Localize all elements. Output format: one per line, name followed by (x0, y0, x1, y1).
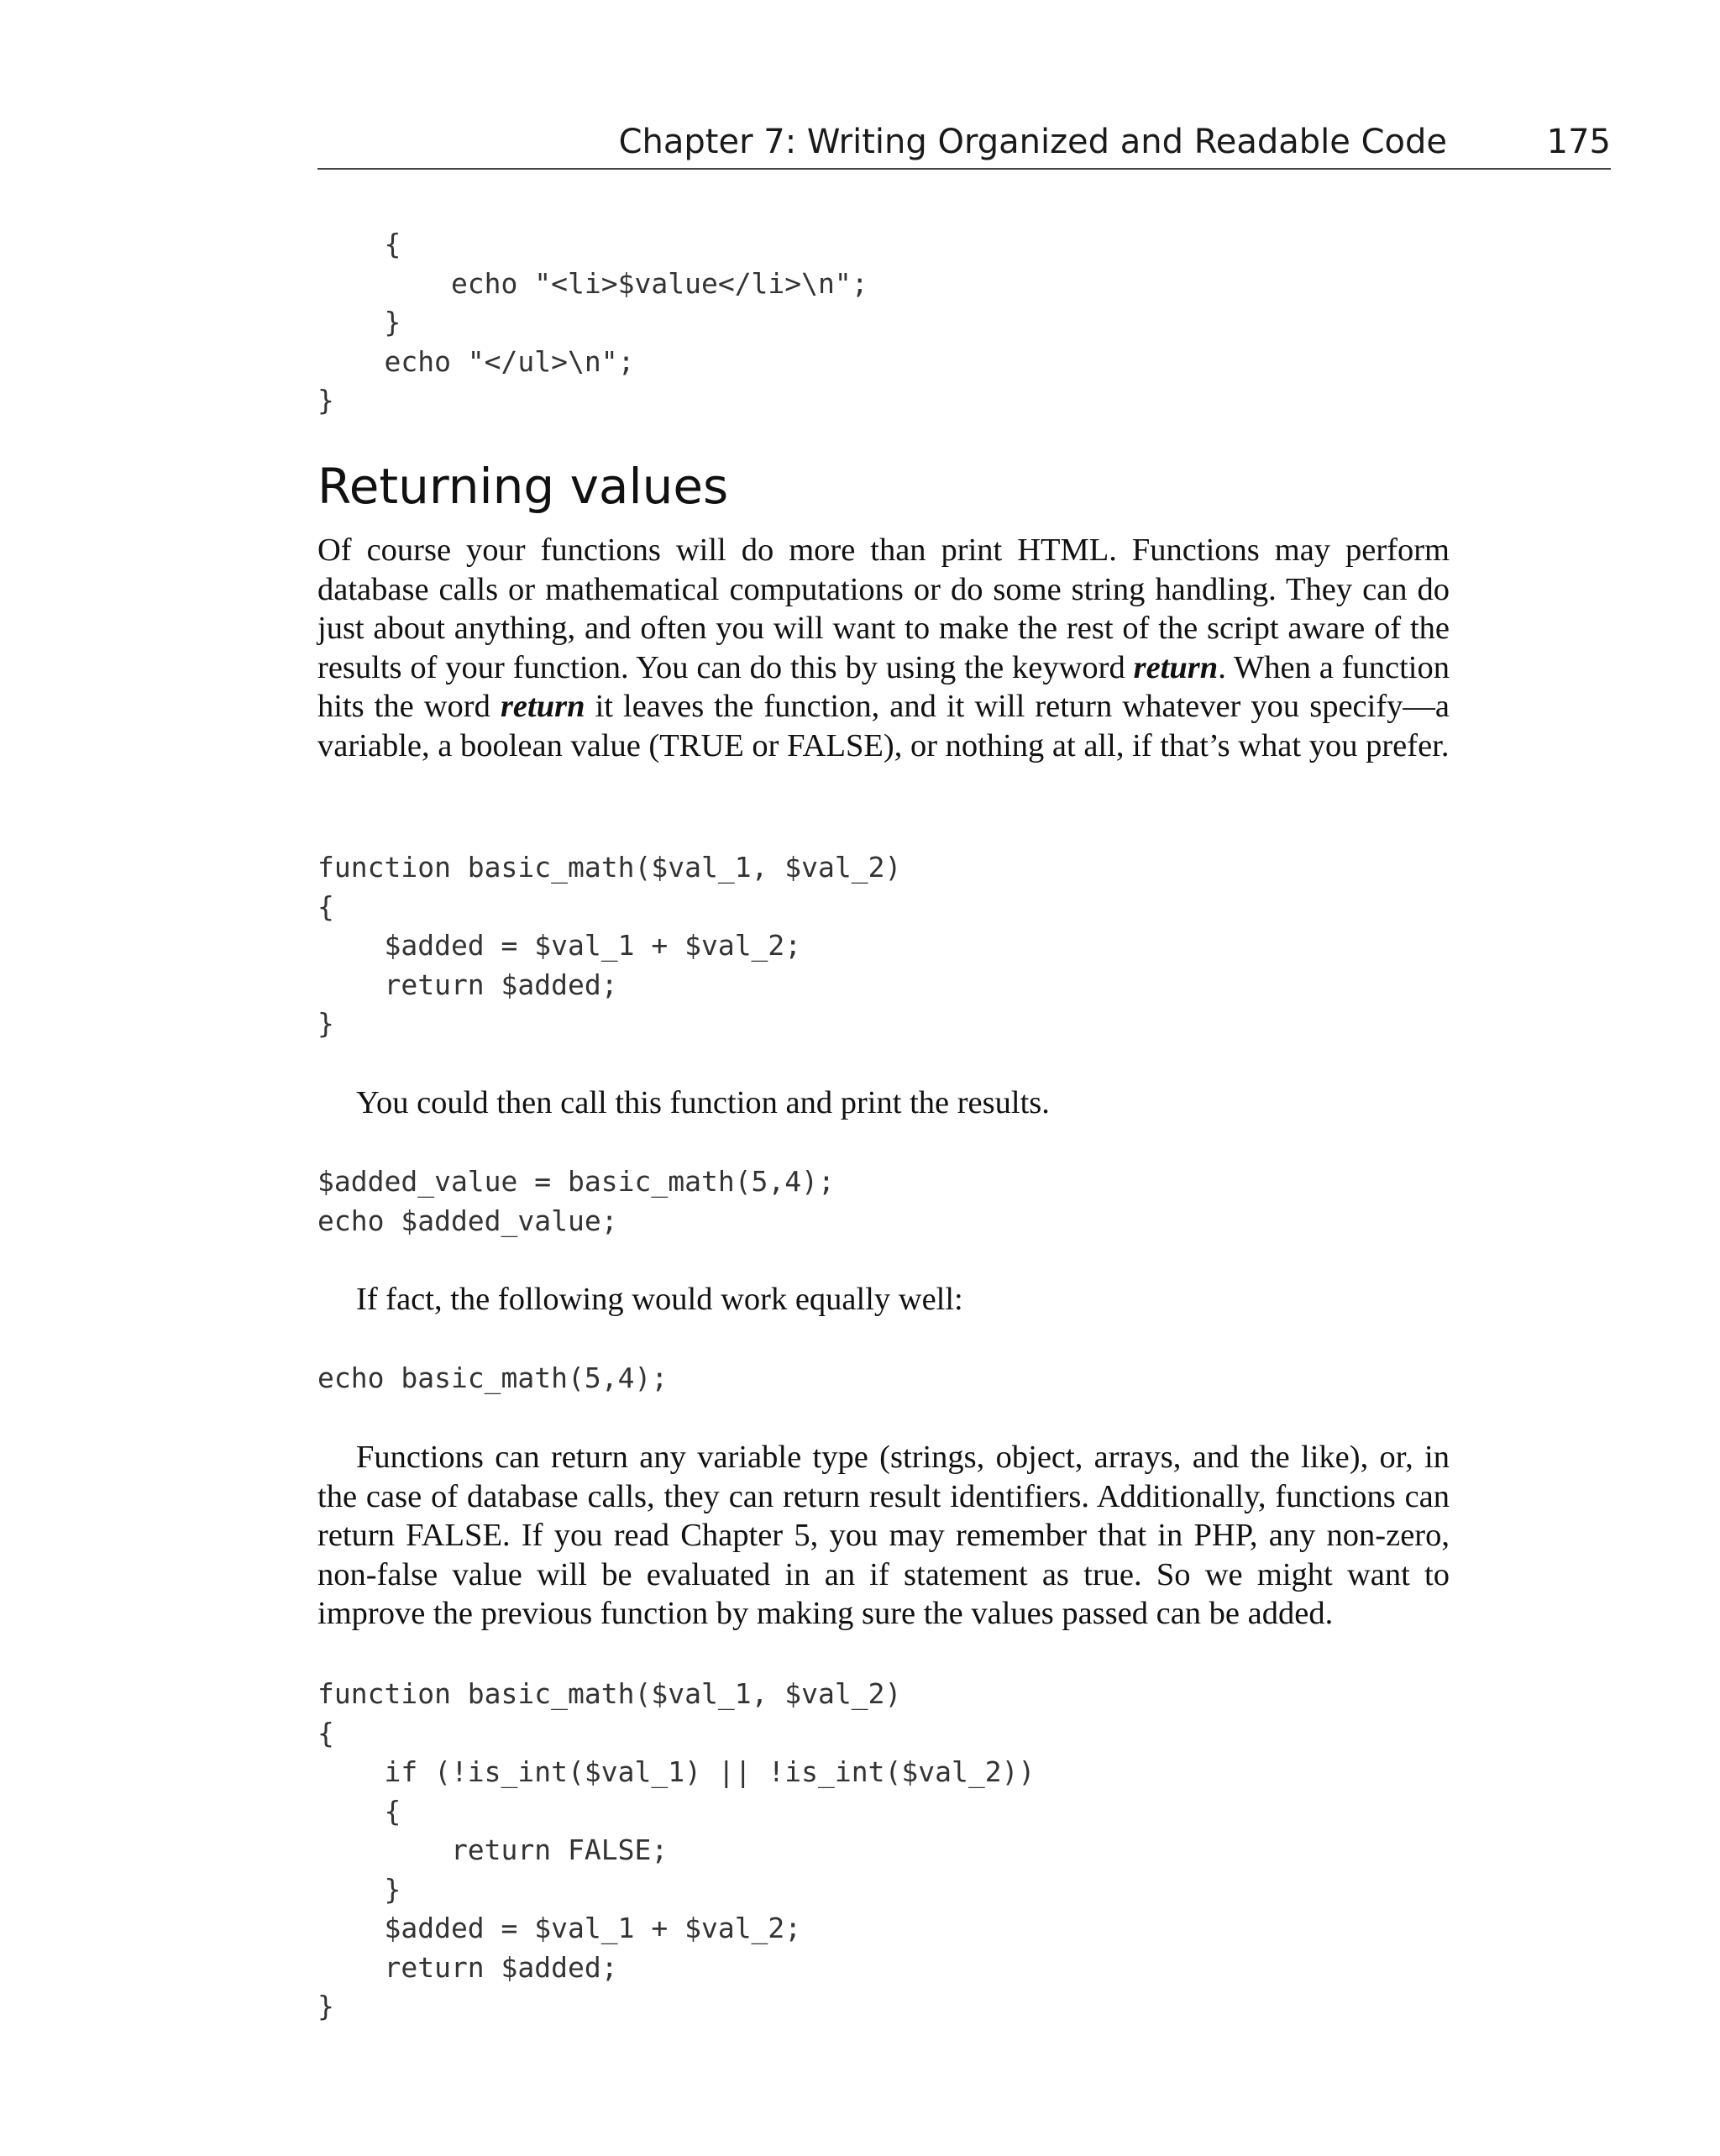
keyword-return: return (500, 689, 585, 724)
paragraph-returning-values (317, 531, 1450, 765)
book-page (317, 0, 1611, 2156)
code-block-echo-call: echo basic_math(5,4); (317, 1361, 669, 1394)
section-heading: Returning values (317, 458, 729, 515)
running-header (317, 116, 1611, 170)
code-block-basic-math-validated: function basic_math($val_1, $val_2) { if (!is_int($val_1) || !is_int($val_2)) { return FALSE; } $added = $val_1 + $val_2; return $added; } (317, 1677, 1036, 2022)
chapter-title: Chapter 7: Writing Organized and Readable Code (618, 123, 1447, 161)
page-number: 175 (1546, 123, 1611, 161)
paragraph-call-function: You could then call this function and print the results. (356, 1085, 1050, 1120)
code-block-list-output: { echo "<li>$value</li>\n"; } echo "</ul>\n"; } (317, 228, 868, 417)
paragraph-return-types: Functions can return any variable type (strings, object, arrays, and the like), or, in the case of database calls, they can return result identifiers. Additionally, functions can return FALSE. If you read Chapter 5, you may remember that in PHP, any non-zero, non-false value will be evaluated in an if statement as true. So we might want to improve the previous function by making sure the values passed can be added. (317, 1440, 1450, 1631)
paragraph-equally-well: If fact, the following would work equally well: (356, 1282, 963, 1317)
paragraph-text: it leaves the function, and it will return whatever you specify—a variable, a boolean value (TRUE or FALSE), or nothing at all, if that’s what you prefer. (317, 689, 1450, 763)
code-block-added-value: $added_value = basic_math(5,4); echo $added_value; (317, 1165, 835, 1237)
paragraph-text: . When a function hits the word (317, 649, 1450, 724)
paragraph-text: Of course your functions will do more than print HTML. Functions may perform database calls or mathematical computations or do some string handling. They can do just about anything, and often you will want to make the rest of the script aware of the results of your function. You can do this by using the keyword (317, 532, 1450, 685)
keyword-return: return (1133, 649, 1219, 685)
code-block-basic-math: function basic_math($val_1, $val_2) { $added = $val_1 + $val_2; return $added; } (317, 851, 902, 1040)
